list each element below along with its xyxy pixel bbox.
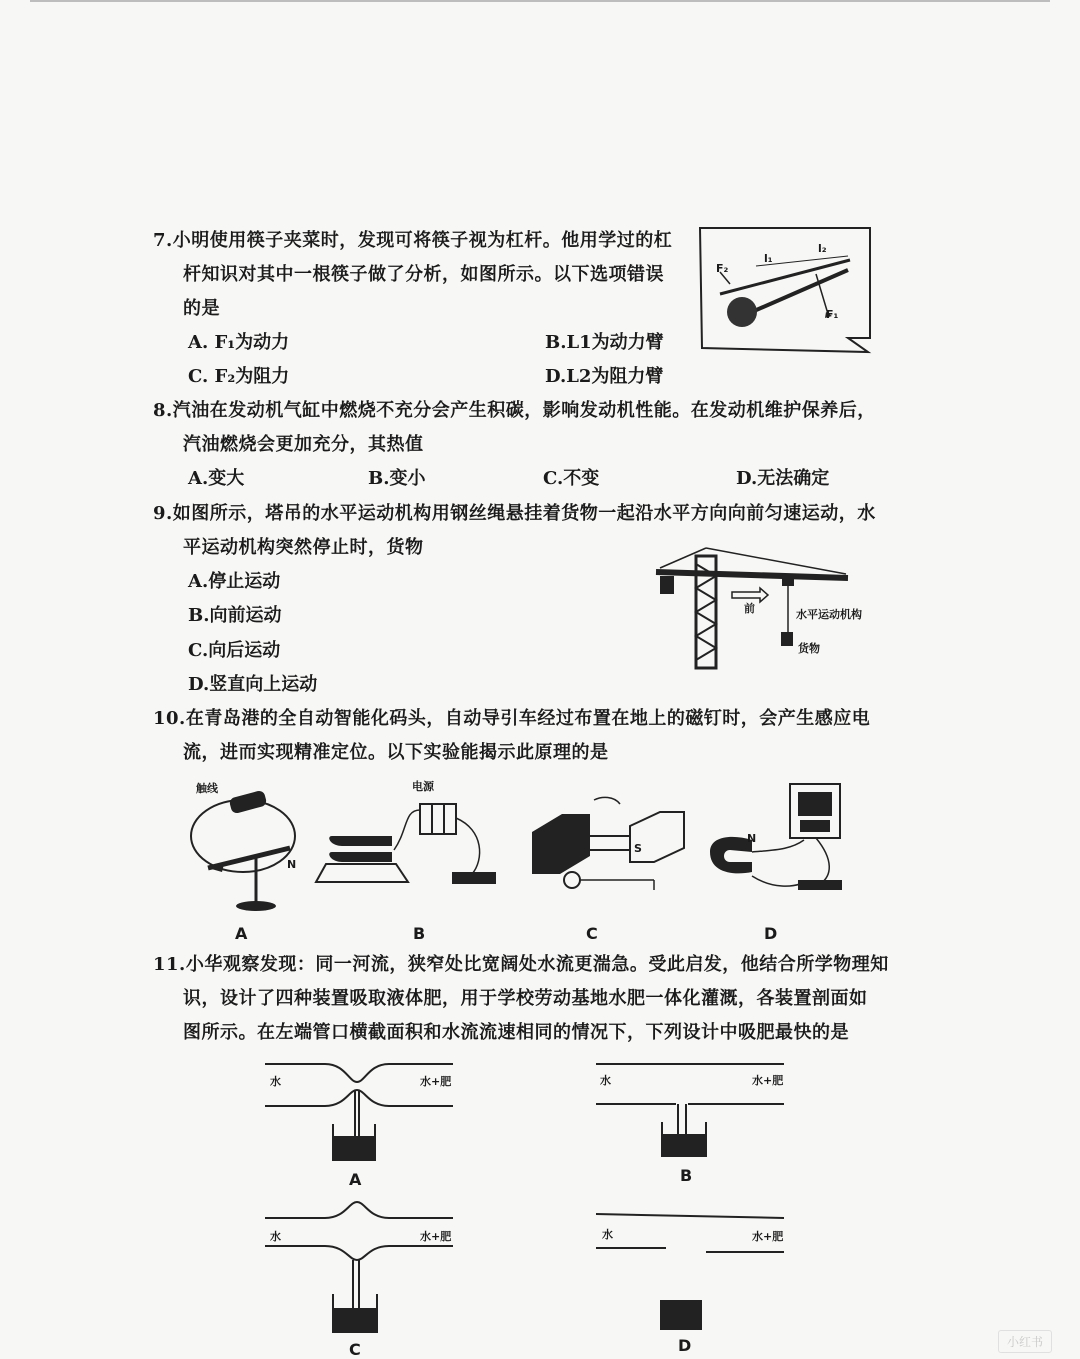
experiment-d-caption: D [764,924,778,943]
experiment-c-caption: C [586,924,598,943]
chopsticks-f2-label: F₂ [716,262,729,275]
q9-line-1: 9.如图所示，塔吊的水平运动机构用钢丝绳悬挂着货物一起沿水平方向向前匀速运动，水 [153,503,876,524]
q9-option-a: A.停止运动 [188,571,281,592]
q9-option-c: C.向后运动 [188,640,281,661]
experiment-a-n-label: N [287,858,297,871]
q7-option-a: A. F₁为动力 [188,332,290,353]
chopsticks-l2-label: l₂ [818,242,827,255]
experiment-a-wire-label: 触线 [196,782,218,795]
experiment-b-figure [312,790,502,900]
experiment-d-figure [704,780,854,900]
experiment-b-caption: B [413,924,426,943]
experiment-c-s-label: S [634,842,642,855]
device-b-water-label: 水 [600,1074,611,1087]
q9-option-d: D.竖直向上运动 [188,674,318,695]
crane-cargo-label: 货物 [798,642,820,655]
device-b-mix-label: 水+肥 [752,1074,784,1087]
q8-option-a: A.变大 [188,468,245,489]
q9-option-b: B.向前运动 [188,605,282,626]
device-a-mix-label: 水+肥 [420,1075,452,1088]
watermark-badge: 小红书 [998,1330,1052,1353]
q8-option-c: C.不变 [543,468,600,489]
crane-forward-label: 前 [744,602,755,615]
q7-line-2: 杆知识对其中一根筷子做了分析，如图所示。以下选项错误 [183,264,664,285]
q8-line-2: 汽油燃烧会更加充分，其热值 [183,434,424,455]
q8-line-1: 8.汽油在发动机气缸中燃烧不充分会产生积碳，影响发动机性能。在发动机维护保养后， [153,400,876,421]
q9-line-2: 平运动机构突然停止时，货物 [183,537,424,558]
experiment-a-caption: A [235,924,248,943]
q7-option-b: B.L1为动力臂 [545,332,664,353]
device-a-caption: A [349,1170,362,1189]
q10-line-1: 10.在青岛港的全自动智能化码头，自动导引车经过布置在地上的磁钉时，会产生感应电 [153,708,871,729]
q7-option-d: D.L2为阻力臂 [545,366,664,387]
device-a-water-label: 水 [270,1075,281,1088]
device-d-mix-label: 水+肥 [752,1230,784,1243]
q11-line-2: 识，设计了四种装置吸取液体肥，用于学校劳动基地水肥一体化灌溉，各装置剖面如 [183,988,868,1009]
q11-line-1: 11.小华观察发现：同一河流，狭窄处比宽阔处水流更湍急。受此启发，他结合所学物理知 [153,954,889,975]
q11-line-3: 图所示。在左端管口横截面积和水流流速相同的情况下，下列设计中吸肥最快的是 [183,1022,849,1043]
top-border-line [30,0,1050,2]
crane-mechanism-label: 水平运动机构 [796,608,862,621]
device-b-caption: B [680,1166,693,1185]
experiment-a-figure [188,786,308,916]
q7-line-1: 7.小明使用筷子夹菜时，发现可将筷子视为杠杆。他用学过的杠 [153,230,673,251]
q8-option-b: B.变小 [368,468,426,489]
q7-option-c: C. F₂为阻力 [188,366,290,387]
experiment-c-figure [530,796,690,900]
chopsticks-l1-label: l₁ [764,252,773,265]
device-c-caption: C [349,1340,361,1359]
experiment-d-n-label: N [747,832,757,845]
q10-line-2: 流，进而实现精准定位。以下实验能揭示此原理的是 [183,742,609,763]
experiment-b-battery-label: 电源 [412,780,434,793]
device-d-caption: D [678,1336,692,1355]
chopsticks-f1-label: F₁ [826,308,839,321]
device-d-water-label: 水 [602,1228,613,1241]
q7-line-3: 的是 [183,298,220,319]
chopsticks-figure [698,226,876,354]
device-c-water-label: 水 [270,1230,281,1243]
device-c-figure [265,1200,455,1340]
device-c-mix-label: 水+肥 [420,1230,452,1243]
q8-option-d: D.无法确定 [736,468,830,489]
